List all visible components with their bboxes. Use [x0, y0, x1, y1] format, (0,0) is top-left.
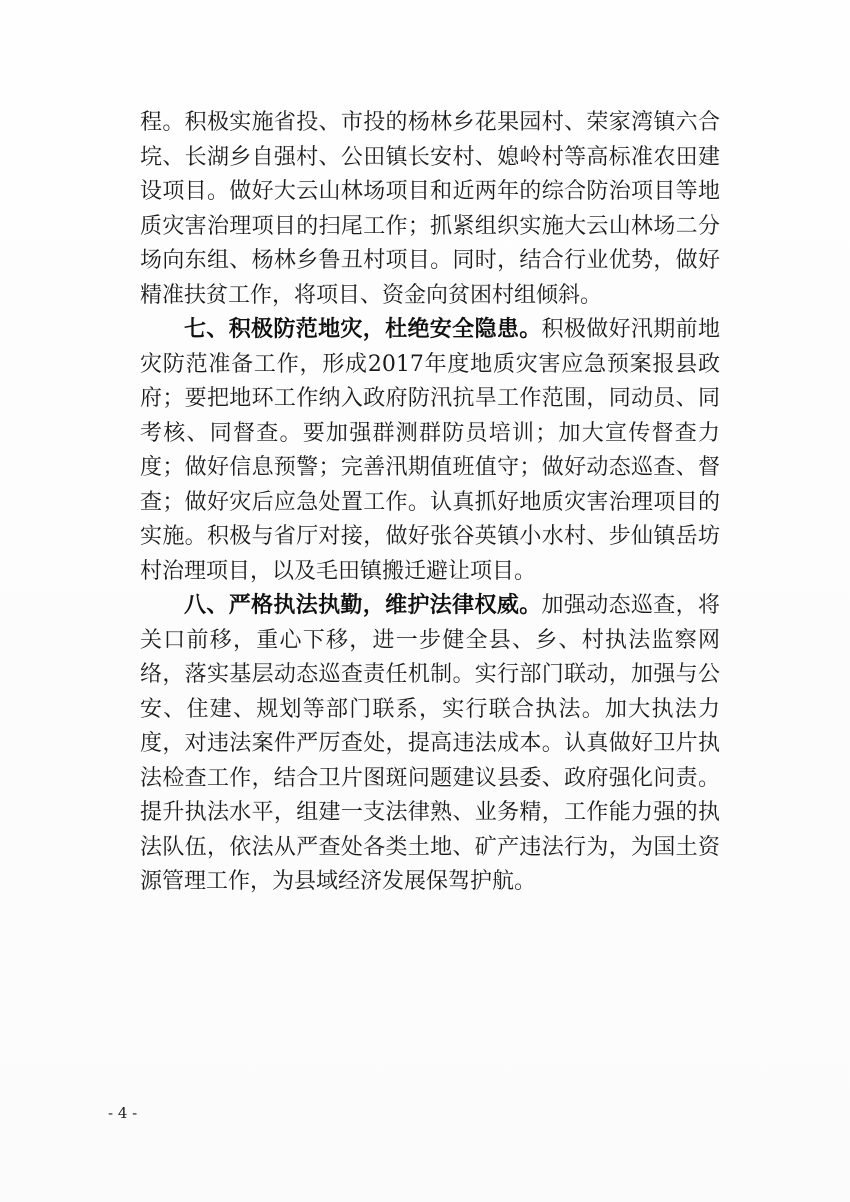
section-8-heading: 八、严格执法执勤，维护法律权威。	[184, 593, 542, 618]
section-8-body: 加强动态巡查，将关口前移，重心下移，进一步健全县、乡、村执法监察网络，落实基层动态巡查责任机制。实行部门联动，加强与公安、住建、规划等部门联系，实行联合执法。加大执法力度，对违法案件严厉查处，提高违法成本。认真做好卫片执法检查工作，结合卫片图斑问题建议县委、政府强化问责。提升执法水平，组建一支法律熟、业务精，工作能力强的执法队伍，依法从严查处各类土地、矿产违法行为，为国土资源管理工作，为县域经济发展保驾护航。	[140, 593, 720, 894]
page-number: - 4 -	[108, 1104, 138, 1122]
section-7-heading: 七、积极防范地灾，杜绝安全隐患。	[184, 317, 542, 342]
section-8-paragraph	[140, 589, 720, 900]
section-7-paragraph	[140, 313, 720, 589]
section-7-body: 积极做好汛期前地灾防范准备工作，形成2017年度地质灾害应急预案报县政府；要把地环工作纳入政府防汛抗旱工作范围，同动员、同考核、同督查。要加强群测群防员培训；加大宣传督查力度；做好信息预警；完善汛期值班值守；做好动态巡查、督查；做好灾后应急处置工作。认真抓好地质灾害治理项目的实施。积极与省厅对接，做好张谷英镇小水村、步仙镇岳坊村治理项目，以及毛田镇搬迁避让项目。	[140, 317, 720, 584]
paragraph-continuation: 程。积极实施省投、市投的杨林乡花果园村、荣家湾镇六合垸、长湖乡自强村、公田镇长安村、媳岭村等高标准农田建设项目。做好大云山林场项目和近两年的综合防治项目等地质灾害治理项目的扫尾工作；抓紧组织实施大云山林场二分场向东组、杨林乡鲁丑村项目。同时，结合行业优势，做好精准扶贫工作，将项目、资金向贫困村组倾斜。	[140, 110, 720, 308]
document-body	[140, 106, 720, 900]
